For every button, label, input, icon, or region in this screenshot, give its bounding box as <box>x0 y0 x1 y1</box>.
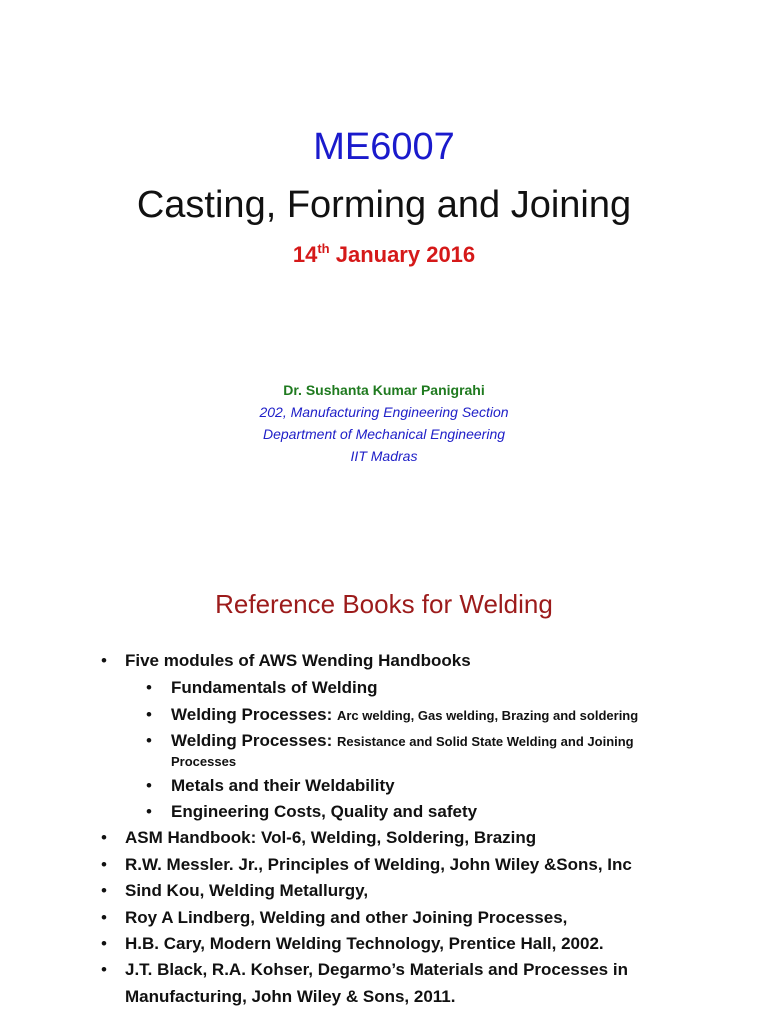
list-item <box>146 677 378 699</box>
list-item-text: Fundamentals of Welding <box>171 678 378 697</box>
date-day: 14 <box>292 242 318 267</box>
list-item-continuation: Manufacturing, John Wiley & Sons, 2011. <box>125 987 456 1006</box>
bullet-glyph: • <box>101 651 107 670</box>
list-item <box>146 704 639 727</box>
bullet-glyph: • <box>146 802 152 821</box>
list-item-text: Roy A Lindberg, Welding and other Joining Processes, <box>125 908 568 927</box>
date-rest: January 2016 <box>329 242 476 267</box>
list-item-text: H.B. Cary, Modern Welding Technology, Prentice Hall, 2002. <box>125 934 604 953</box>
affiliation-line: IIT Madras <box>350 448 418 464</box>
list-item <box>101 880 369 902</box>
list-item <box>146 730 634 753</box>
bullet-glyph: • <box>146 776 152 795</box>
bullet-glyph: • <box>101 828 107 847</box>
bullet-glyph: • <box>101 855 107 874</box>
list-item-text: Five modules of AWS Wending Handbooks <box>125 651 471 670</box>
list-item <box>101 650 471 672</box>
list-item-text: ASM Handbook: Vol-6, Welding, Soldering, Brazing <box>125 828 537 847</box>
course-code: ME6007 <box>313 126 455 168</box>
list-item <box>101 933 604 955</box>
list-item-text: Metals and their Weldability <box>171 776 395 795</box>
date-suffix: th <box>317 241 330 256</box>
list-item-text: R.W. Messler. Jr., Principles of Welding, John Wiley &Sons, Inc <box>125 855 632 874</box>
list-item-text: J.T. Black, R.A. Kohser, Degarmo’s Materials and Processes in <box>125 960 628 979</box>
bullet-glyph: • <box>146 731 152 750</box>
list-item <box>101 827 537 849</box>
references-heading: Reference Books for Welding <box>215 589 553 619</box>
list-item-text: Engineering Costs, Quality and safety <box>171 802 478 821</box>
list-item-detail: Arc welding, Gas welding, Brazing and soldering <box>336 708 639 723</box>
bullet-glyph: • <box>101 881 107 900</box>
affiliation-line: Department of Mechanical Engineering <box>262 426 506 442</box>
bullet-glyph: • <box>146 678 152 697</box>
lecture-date <box>0 240 768 270</box>
list-item <box>101 907 568 929</box>
course-title: Casting, Forming and Joining <box>136 184 632 226</box>
list-item <box>146 801 478 823</box>
list-item <box>146 775 395 797</box>
bullet-glyph: • <box>146 705 152 724</box>
list-item-continuation: Processes <box>171 754 237 769</box>
list-item <box>101 854 632 876</box>
list-item-text: Sind Kou, Welding Metallurgy, <box>125 881 369 900</box>
list-item <box>101 959 628 981</box>
list-item-label: Welding Processes: <box>171 731 333 750</box>
affiliation-line: 202, Manufacturing Engineering Section <box>259 404 509 420</box>
bullet-glyph: • <box>101 960 107 979</box>
author-name: Dr. Sushanta Kumar Panigrahi <box>283 382 485 398</box>
list-item-label: Welding Processes: <box>171 705 333 724</box>
bullet-glyph: • <box>101 908 107 927</box>
bullet-glyph: • <box>101 934 107 953</box>
list-item-detail: Resistance and Solid State Welding and Joining <box>336 734 634 749</box>
